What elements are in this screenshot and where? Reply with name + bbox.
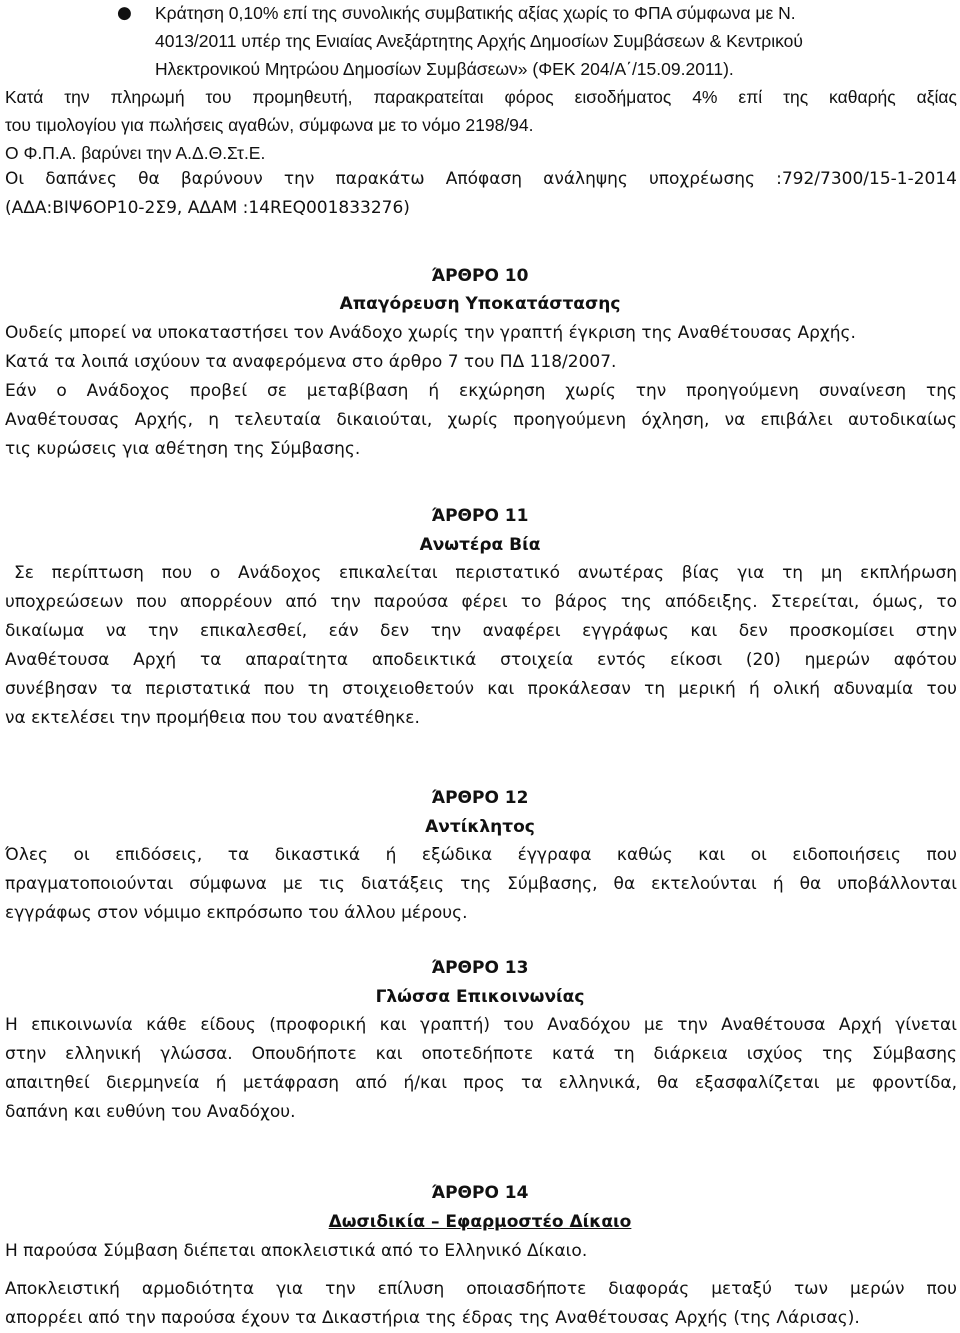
article-10-heading: ΆΡΘΡΟ 10 <box>431 266 529 286</box>
article-14-paragraph-2-line-1: Αποκλειστική αρμοδιότητα για την επίλυση οποιασδήποτε διαφοράς μεταξύ των μερών που <box>5 1279 957 1299</box>
article-10-paragraph-2: Κατά τα λοιπά ισχύουν τα αναφερόμενα στο άρθρο 7 του ΠΔ 118/2007. <box>5 352 617 372</box>
article-13-line-3: απαιτηθεί διερμηνεία ή μετάφραση από ή/και προς τα ελληνικά, θα εξασφαλίζεται με φροντίδα, <box>5 1073 957 1093</box>
tax-paragraph-line-2: του τιμολογίου για πωλήσεις αγαθών, σύμφωνα με το νόμο 2198/94. <box>5 115 534 135</box>
article-12-line-3: εγγράφως στον νόμιμο εκπρόσωπο του άλλου μέρους. <box>5 903 468 923</box>
article-13-line-4: δαπάνη και ευθύνη του Αναδόχου. <box>5 1102 296 1122</box>
expenses-paragraph-line-1: Οι δαπάνες θα βαρύνουν την παρακάτω Απόφαση ανάληψης υποχρέωσης :792/7300/15-1-2014 <box>5 169 957 189</box>
article-13-line-1: Η επικοινωνία κάθε είδους (προφορική και γραπτή) του Αναδόχου με την Αναθέτουσα Αρχή γίνεται <box>5 1015 957 1035</box>
article-11-line-2: υποχρεώσεων που απορρέουν από την παρούσα φέρει το βάρος της απόδειξης. Στερείται, όμως, το <box>5 592 957 612</box>
article-12-title: Αντίκλητος <box>425 817 535 837</box>
article-14-paragraph-2-line-2: απορρέει από την παρούσα έχουν τα Δικαστήρια της έδρας της Αναθέτουσας Αρχής (της Λάρισας). <box>5 1308 860 1328</box>
bullet-icon: ● <box>117 3 132 23</box>
article-11-heading: ΆΡΘΡΟ 11 <box>431 506 529 526</box>
bullet-list-item <box>0 0 960 87</box>
bullet-line-1: Κράτηση 0,10% επί της συνολικής συμβατικής αξίας χωρίς το ΦΠΑ σύμφωνα με Ν. <box>155 3 796 23</box>
article-11-line-5: συνέβησαν τα περιστατικά που τη στοιχειοθετούν και προκάλεσαν τη μερική ή ολική αδυναμία του <box>5 679 957 699</box>
article-10-paragraph-3-line-3: τις κυρώσεις για αθέτηση της Σύμβασης. <box>5 439 361 459</box>
article-12-line-2: πραγματοποιούνται σύμφωνα με τις διατάξεις της Σύμβασης, θα εκτελούνται ή θα υποβάλλονται <box>5 874 957 894</box>
article-11-line-1: Σε περίπτωση που ο Ανάδοχος επικαλείται περιστατικό ανωτέρας βίας για τη μη εκπλήρωση <box>14 563 957 583</box>
article-10-paragraph-3-line-1: Εάν ο Ανάδοχος προβεί σε μεταβίβαση ή εκχώρηση χωρίς την προηγούμενη συναίνεση της <box>5 381 957 401</box>
article-10-title: Απαγόρευση Υποκατάστασης <box>339 294 621 314</box>
article-13-line-2: στην ελληνική γλώσσα. Οπουδήποτε και οποτεδήποτε κατά τη διάρκεια ισχύος της Σύμβασης <box>5 1044 957 1064</box>
article-11-line-4: Αναθέτουσα Αρχή τα απαραίτητα αποδεικτικά στοιχεία εντός είκοσι (20) ημερών αφότου <box>5 650 957 670</box>
article-12-line-1: Όλες οι επιδόσεις, τα δικαστικά ή εξώδικα έγγραφα καθώς και οι ειδοποιήσεις που <box>5 845 957 865</box>
article-13-title: Γλώσσα Επικοινωνίας <box>375 987 585 1007</box>
article-11-title: Ανωτέρα Βία <box>419 535 541 555</box>
article-10-paragraph-3-line-2: Αναθέτουσας Αρχής, η τελευταία δικαιούται, χωρίς προηγούμενη όχληση, να επιβάλει αυτοδικαίως <box>5 410 957 430</box>
vat-paragraph: Ο Φ.Π.Α. βαρύνει την Α.Δ.Θ.Στ.Ε. <box>5 143 266 163</box>
article-14-heading: ΆΡΘΡΟ 14 <box>431 1183 529 1203</box>
article-11-line-3: δικαίωμα να την επικαλεσθεί, εάν δεν την αναφέρει εγγράφως και δεν προσκομίσει στην <box>5 621 957 641</box>
tax-paragraph-line-1: Κατά την πληρωμή του προμηθευτή, παρακρατείται φόρος εισοδήματος 4% επί της καθαρής αξίας <box>5 87 957 107</box>
article-14-paragraph-1: Η παρούσα Σύμβαση διέπεται αποκλειστικά από το Ελληνικό Δίκαιο. <box>5 1241 588 1261</box>
bullet-line-2: 4013/2011 υπέρ της Ενιαίας Ανεξάρτητης Αρχής Δημοσίων Συμβάσεων & Κεντρικού <box>155 31 803 51</box>
bullet-line-3: Ηλεκτρονικού Μητρώου Δημοσίων Συμβάσεων» (ΦΕΚ 204/Α΄/15.09.2011). <box>155 59 734 79</box>
expenses-paragraph-line-2: (ΑΔΑ:ΒΙΨ6ΟΡ10-2Σ9, ΑΔΑΜ :14REQ001833276) <box>5 198 410 218</box>
article-11-line-6: να εκτελέσει την προμήθεια που του ανατέθηκε. <box>5 708 420 728</box>
article-12-heading: ΆΡΘΡΟ 12 <box>431 788 529 808</box>
article-14-title: Δωσιδικία – Εφαρμοστέο Δίκαιο <box>328 1212 632 1232</box>
article-10-paragraph-1: Ουδείς μπορεί να υποκαταστήσει τον Ανάδοχο χωρίς την γραπτή έγκριση της Αναθέτουσας Αρχής. <box>5 323 856 343</box>
article-13-heading: ΆΡΘΡΟ 13 <box>431 958 529 978</box>
